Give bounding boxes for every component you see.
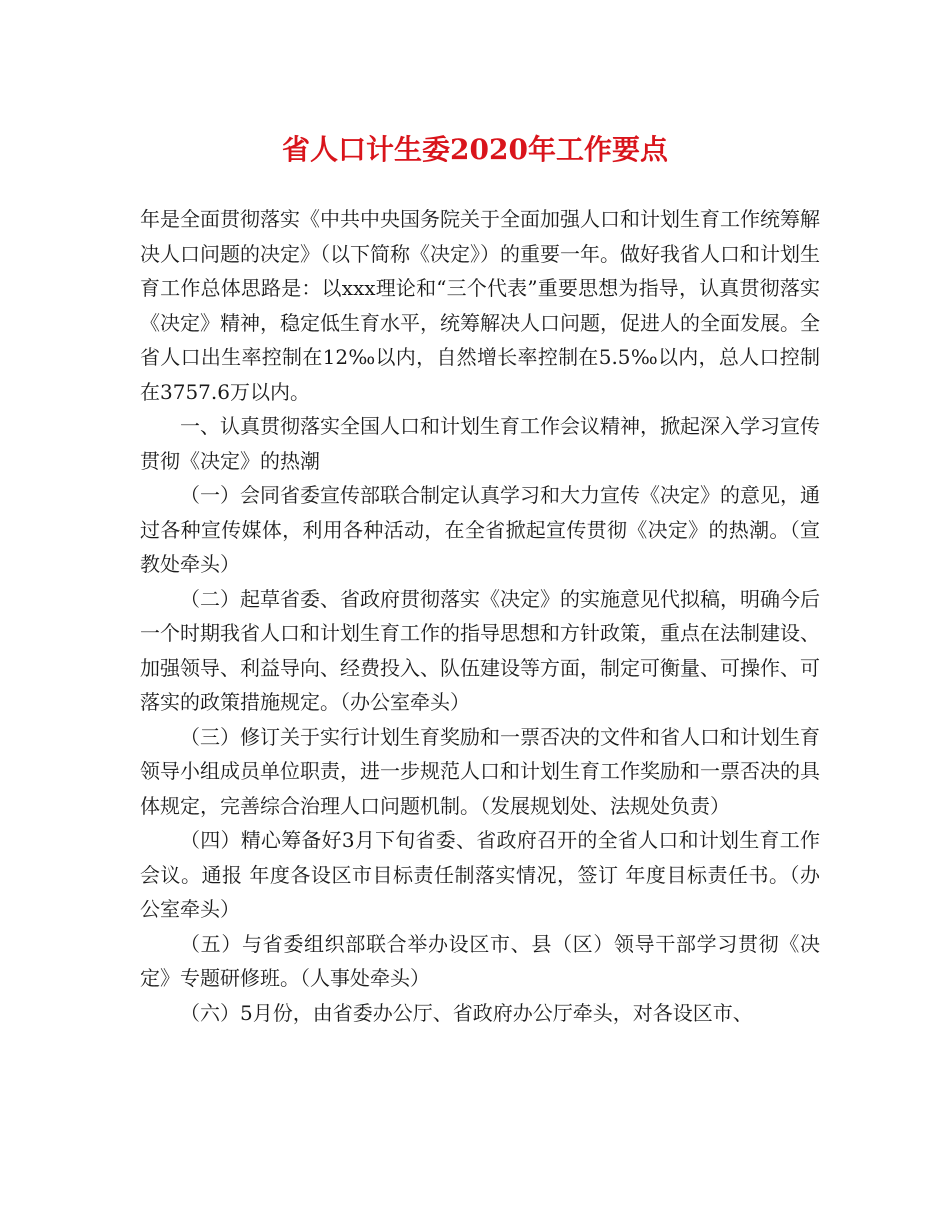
section-heading-1: 一、认真贯彻落实全国人口和计划生育工作会议精神，掀起深入学习宣传贯彻《决定》的热潮 bbox=[140, 414, 820, 473]
item-paragraph-6: （六）5月份，由省委办公厅、省政府办公厅牵头，对各设区市、 bbox=[180, 1000, 753, 1025]
item-paragraph-1: （一）会同省委宣传部联合制定认真学习和大力宣传《决定》的意见，通过各种宣传媒体，利用各种活动，在全省掀起宣传贯彻《决定》的热潮。（宣教处牵头） bbox=[140, 483, 820, 576]
intro-paragraph: 年是全面贯彻落实《中共中央国务院关于全面加强人口和计划生育工作统筹解决人口问题的决定》（以下简称《决定》）的重要一年。做好我省人口和计划生育工作总体思路是：以xxx理论和“三个代表”重要思想为指导，认真贯彻落实《决定》精神，稳定低生育水平，统筹解决人口问题，促进人的全面发展。全省人口出生率控制在12‰以内，自然增长率控制在5.5‰以内，总人口控制在3757.6万以内。 bbox=[140, 207, 820, 404]
item-paragraph-4: （四）精心筹备好3月下旬省委、省政府召开的全省人口和计划生育工作会议。通报 年度各设区市目标责任制落实情况，签订 年度目标责任书。（办公室牵头） bbox=[140, 828, 820, 921]
item-paragraph-5: （五）与省委组织部联合举办设区市、县（区）领导干部学习贯彻《决定》专题研修班。（人事处牵头） bbox=[140, 931, 820, 990]
item-paragraph-3: （三）修订关于实行计划生育奖励和一票否决的文件和省人口和计划生育领导小组成员单位职责，进一步规范人口和计划生育工作奖励和一票否决的具体规定，完善综合治理人口问题机制。（发展规划处、法规处负责） bbox=[140, 724, 820, 818]
document-title: 省人口计生委2020年工作要点 bbox=[282, 133, 668, 166]
document-body bbox=[140, 202, 820, 1030]
item-paragraph-2: （二）起草省委、省政府贯彻落实《决定》的实施意见代拟稿，明确今后一个时期我省人口和计划生育工作的指导思想和方针政策，重点在法制建设、加强领导、利益导向、经费投入、队伍建设等方面，制定可衡量、可操作、可落实的政策措施规定。（办公室牵头） bbox=[140, 586, 820, 714]
